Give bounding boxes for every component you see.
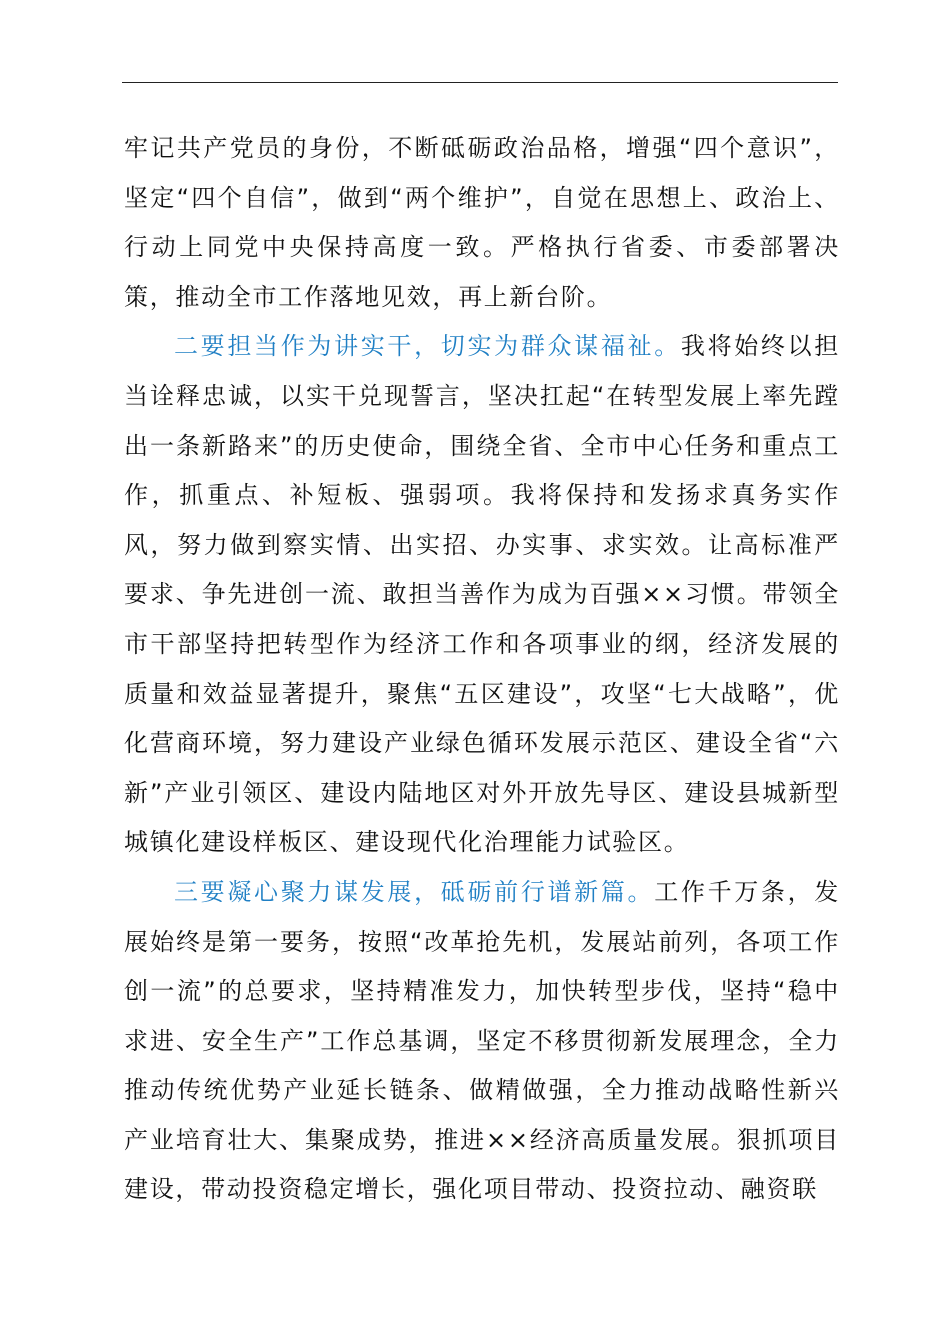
paragraph-text: 我将始终以担当诠释忠诚，以实干兑现誓言，坚决扛起“在转型发展上率先蹚出一条新路来”的历史使命，围绕全省、全市中心任务和重点工作，抓重点、补短板、强弱项。我将保持和发扬求真务实作风，努力做到察实情、出实招、办实事、求实效。让高标准严要求、争先进创一流、敢担当善作为成为百强××习惯。带领全市干部坚持把转型作为经济工作和各项事业的纲，经济发展的质量和效益显著提升，聚焦“五区建设”，攻坚“七大战略”，优化营商环境，努力建设产业绿色循环发展示范区、建设全省“六新”产业引领区、建设内陆地区对外开放先导区、建设县城新型城镇化建设样板区、建设现代化治理能力试验区。 <box>124 332 840 857</box>
paragraph-text: 工作千万条，发展始终是第一要务，按照“改革抢先机，发展站前列，各项工作创一流”的总要求，坚持精准发力，加快转型步伐，坚持“稳中求进、安全生产”工作总基调，坚定不移贯彻新发展理念，全力推动传统优势产业延长链条、做精做强，全力推动战略性新兴产业培育壮大、集聚成势，推进××经济高质量发展。狠抓项目建设，带动投资稳定增长，强化项目带动、投资拉动、融资联 <box>124 877 840 1204</box>
section-heading: 三要凝心聚力谋发展，砥砺前行谱新篇。 <box>174 877 655 906</box>
document-body <box>124 124 840 1215</box>
paragraph-point-two <box>124 322 840 868</box>
section-heading: 二要担当作为讲实干，切实为群众谋福祉。 <box>174 332 681 361</box>
paragraph-continuation <box>124 124 840 322</box>
header-rule <box>122 82 838 83</box>
paragraph-point-three <box>124 868 840 1215</box>
paragraph-text: 牢记共产党员的身份，不断砥砺政治品格，增强“四个意识”，坚定“四个自信”，做到“两个维护”，自觉在思想上、政治上、行动上同党中央保持高度一致。严格执行省委、市委部署决策，推动全市工作落地见效，再上新台阶。 <box>124 134 840 311</box>
